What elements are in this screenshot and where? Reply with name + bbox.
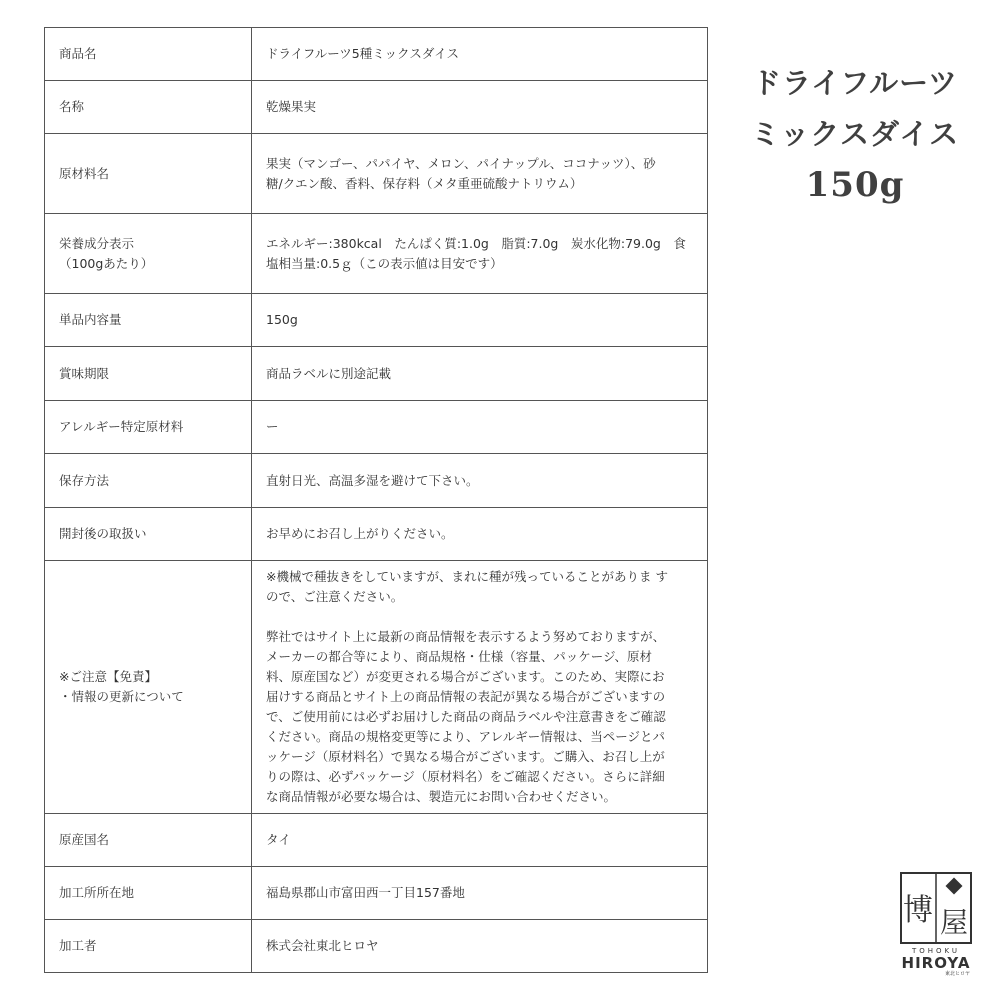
table-row (45, 508, 708, 561)
spec-label-line: アレルギー特定原材料 (59, 419, 184, 434)
spec-value-paragraph (266, 883, 693, 903)
spec-label-line: 商品名 (59, 46, 97, 61)
spec-label-line: ※ご注意【免責】 (59, 669, 157, 684)
spec-value-line: 料、原産国など）が変更される場合がございます。このため、実際にお (266, 669, 665, 684)
table-row (45, 347, 708, 401)
hiroya-logo (900, 872, 972, 988)
spec-value-line: 直射日光、高温多湿を避けて下さい。 (266, 472, 479, 488)
spec-value-paragraph (266, 471, 693, 491)
spec-value-paragraph (266, 234, 693, 274)
spec-value-paragraph (266, 364, 693, 384)
table-row (45, 401, 708, 454)
spec-label-line: 栄養成分表示 (59, 235, 135, 251)
spec-value-line: 果実（マンゴー、パパイヤ、メロン、パイナップル、ココナッツ）、砂 (266, 155, 656, 171)
spec-value-line: な商品情報が必要な場合は、製造元にお問い合わせください。 (266, 789, 617, 804)
spec-value-line: ー (266, 419, 279, 434)
product-title-block (730, 58, 980, 211)
logo-diamond-icon (946, 878, 963, 895)
spec-value-line: 弊社ではサイト上に最新の商品情報を表示するよう努めておりますが、 (266, 629, 666, 644)
spec-value-line: タイ (266, 832, 291, 847)
spec-label-line: 加工者 (59, 938, 97, 953)
spec-label-cell (45, 134, 252, 214)
spec-value-line: ドライフルーツ5種ミックスダイス (266, 46, 459, 61)
table-row (45, 294, 708, 347)
spec-value-cell (252, 867, 708, 920)
spec-label-line: 原産国名 (59, 832, 110, 847)
spec-value-paragraph (266, 44, 693, 64)
spec-label-cell (45, 347, 252, 401)
spec-value-line: 塩相当量:0.5ｇ（この表示値は目安です） (266, 255, 503, 271)
spec-value-paragraph (266, 567, 693, 607)
spec-value-cell (252, 920, 708, 973)
spec-value-line: 糖/クエン酸、香料、保存料（メタ重亜硫酸ナトリウム） (266, 175, 583, 191)
spec-label-cell (45, 214, 252, 294)
table-row (45, 814, 708, 867)
spec-label-line: 開封後の取扱い (59, 526, 147, 541)
spec-label-line: 原材料名 (59, 165, 110, 181)
spec-value-line: ッケージ（原材料名）で異なる場合がございます。ご購入、お召し上が (266, 749, 665, 764)
table-row (45, 454, 708, 508)
spec-value-cell (252, 28, 708, 81)
spec-label-cell (45, 508, 252, 561)
spec-label-cell (45, 294, 252, 347)
table-row (45, 920, 708, 973)
spec-value-line: 乾燥果実 (266, 99, 317, 114)
product-size: 150g (805, 165, 905, 205)
spec-label-cell (45, 454, 252, 508)
spec-value-line: メーカーの都合等により、商品規格・仕様（容量、パッケージ、原材 (266, 649, 653, 664)
logo-kanji-1: 博 (903, 893, 933, 928)
spec-label-cell (45, 920, 252, 973)
spec-label-cell (45, 867, 252, 920)
spec-label-line: 単品内容量 (59, 312, 122, 327)
spec-value-paragraph (266, 310, 693, 330)
spec-value-cell (252, 401, 708, 454)
spec-label-cell (45, 561, 252, 814)
spec-value-line: 届けする商品とサイト上の商品情報の表記が異なる場合がございますの (266, 689, 666, 704)
spec-label-cell (45, 28, 252, 81)
table-row (45, 134, 708, 214)
spec-value-line: お早めにお召し上がりください。 (266, 526, 454, 541)
logo-small-text: 東北ヒロヤ (944, 971, 970, 977)
table-row (45, 561, 708, 814)
spec-value-cell (252, 814, 708, 867)
spec-value-cell (252, 81, 708, 134)
spec-value-paragraph (266, 97, 693, 117)
table-row (45, 214, 708, 294)
spec-value-line: 株式会社東北ヒロヤ (266, 938, 379, 953)
spec-value-paragraph (266, 417, 693, 437)
spec-value-cell (252, 508, 708, 561)
spec-label-line: 名称 (59, 99, 85, 114)
spec-value-paragraph (266, 627, 693, 807)
spec-value-line: ください。商品の規格変更等により、アレルギー情報は、当ページとパ (266, 729, 665, 744)
spec-label-cell (45, 814, 252, 867)
spec-value-line: 150g (266, 312, 298, 327)
product-title-line1: ドライフルーツ (752, 66, 958, 100)
spec-value-line: ※機械で種抜きをしていますが、まれに種が残っていることがありま す (266, 569, 668, 584)
spec-value-paragraph (266, 830, 693, 850)
spec-value-paragraph (266, 524, 693, 544)
table-row (45, 28, 708, 81)
spec-value-cell (252, 347, 708, 401)
spec-value-line: で、ご使用前には必ずお届けした商品の商品ラベルや注意書きをご確認 (266, 709, 666, 724)
spec-label-line: （100gあたり） (59, 255, 154, 271)
spec-value-line: エネルギー:380kcal たんぱく質:1.0g 脂質:7.0g 炭水化物:79.0g 食 (266, 235, 686, 251)
spec-value-line: 福島県郡山市富田西一丁目157番地 (266, 885, 465, 900)
logo-kanji-2: 屋 (939, 906, 969, 939)
logo-hiroya-text: HIROYA (901, 954, 971, 972)
spec-table-body (45, 28, 708, 973)
spec-value-paragraph (266, 154, 693, 194)
spec-value-line: りの際は、必ずパッケージ（原材料名）をご確認ください。さらに詳細 (266, 769, 665, 784)
spec-label-line: 加工所所在地 (59, 885, 135, 900)
spec-value-paragraph (266, 936, 693, 956)
spec-label-cell (45, 401, 252, 454)
spec-label-line: ・情報の更新について (59, 689, 184, 704)
table-row (45, 81, 708, 134)
spec-label-cell (45, 81, 252, 134)
spec-value-line: 商品ラベルに別途記載 (266, 365, 392, 381)
product-title-line2: ミックスダイス (750, 117, 960, 151)
table-row (45, 867, 708, 920)
logo-mark-icon (900, 872, 972, 944)
spec-value-cell (252, 561, 708, 814)
spec-value-cell (252, 134, 708, 214)
logo-tohoku-text: TOHOKU (911, 947, 961, 955)
spec-value-cell (252, 214, 708, 294)
product-spec-table (44, 27, 708, 973)
spec-value-cell (252, 454, 708, 508)
spec-value-cell (252, 294, 708, 347)
spec-value-line: ので、ご注意ください。 (266, 589, 404, 604)
spec-label-line: 賞味期限 (59, 365, 110, 381)
spec-label-line: 保存方法 (59, 472, 110, 488)
